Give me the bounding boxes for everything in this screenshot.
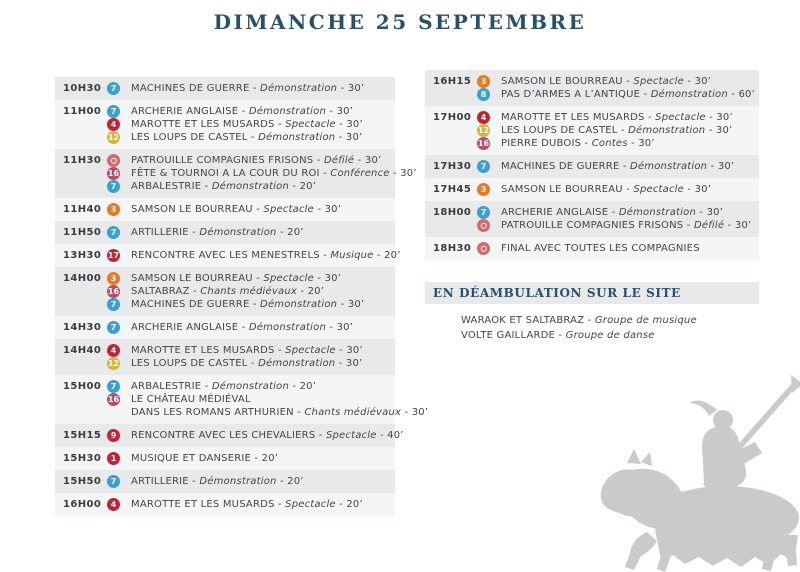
event-row <box>107 357 389 370</box>
event-line: MACHINES DE GUERRE - Démonstration - 30’ <box>131 299 365 310</box>
event-list <box>107 498 389 511</box>
time-label: 14H00 <box>63 273 102 284</box>
event-duration: 30’ <box>347 299 365 310</box>
event-list <box>107 82 389 95</box>
event-name: MAROTTE ET LES MUSARDS <box>501 112 645 123</box>
time-label: 11H30 <box>63 155 102 166</box>
event-detail: Spectacle <box>285 499 336 510</box>
event-text <box>131 118 363 131</box>
event-list <box>107 105 389 144</box>
event-text <box>131 180 316 193</box>
event-duration: 30’ <box>336 322 354 333</box>
event-text <box>501 137 655 150</box>
event-detail: Spectacle <box>655 112 706 123</box>
event-text <box>131 285 324 298</box>
time-block-14h30 <box>55 316 395 339</box>
event-row <box>107 249 401 262</box>
location-badge: 7 <box>477 160 490 173</box>
event-duration: 30’ <box>346 119 363 130</box>
event-duration: 30’ <box>336 106 354 117</box>
event-text <box>131 154 381 167</box>
event-name: PAS D’ARMES A L’ANTIQUE <box>501 89 641 100</box>
event-text <box>501 219 751 232</box>
event-line: DANS LES ROMANS ARTHURIEN - Chants médiévaux - 30’ <box>131 407 429 418</box>
time-block-11h00 <box>55 100 395 149</box>
event-name: PATROUILLE COMPAGNIES FRISONS <box>501 220 684 231</box>
event-name: MACHINES DE GUERRE <box>131 299 250 310</box>
event-name: SAMSON LE BOURREAU <box>501 184 623 195</box>
event-name: MUSIQUE ET DANSERIE <box>131 453 252 464</box>
event-duration: 30’ <box>734 220 752 231</box>
time-label: 16H00 <box>63 499 102 510</box>
event-line: LES LOUPS DE CASTEL - Démonstration - 30’ <box>131 358 363 369</box>
event-line: FÊTE & TOURNOI A LA COUR DU ROI - Conférence - 30’ <box>131 168 417 179</box>
event-duration: 30’ <box>411 407 429 418</box>
event-line: PAS D’ARMES A L’ANTIQUE - Démonstration - 60’ <box>501 89 756 100</box>
event-line: SALTABRAZ - Chants médiévaux - 20’ <box>131 286 325 297</box>
time-block-15h15 <box>55 424 404 447</box>
event-line: LES LOUPS DE CASTEL - Démonstration - 30’ <box>131 132 363 143</box>
event-duration: 30’ <box>694 184 712 195</box>
parade-marker-icon <box>477 242 490 255</box>
location-badge: 7 <box>107 380 120 393</box>
time-block-16h00 <box>55 493 395 516</box>
event-name: LES LOUPS DE CASTEL <box>131 358 248 369</box>
parade-marker-icon <box>107 154 120 167</box>
location-badge: 4 <box>107 344 120 357</box>
event-list <box>477 183 753 196</box>
event-row <box>477 88 755 101</box>
time-block-10h30 <box>55 77 395 100</box>
event-line: ARCHERIE ANGLAISE - Démonstration - 30’ <box>131 106 354 117</box>
schedule-right-side <box>425 70 759 343</box>
event-name: PATROUILLE COMPAGNIES FRISONS <box>131 155 314 166</box>
time-block-18h00 <box>425 201 759 237</box>
time-label: 16H15 <box>433 76 472 87</box>
page-title: DIMANCHE 25 SEPTEMBRE <box>213 10 587 34</box>
event-detail: Musique <box>330 250 374 261</box>
event-duration: 30’ <box>324 204 342 215</box>
event-text <box>131 475 304 488</box>
event-detail: Démonstration <box>211 181 290 192</box>
event-line: LES LOUPS DE CASTEL - Démonstration - 30’ <box>501 125 733 136</box>
event-detail: Démonstration <box>628 125 706 136</box>
event-text <box>131 393 428 419</box>
time-label: 11H00 <box>63 106 102 117</box>
event-list <box>107 154 417 193</box>
event-row <box>107 154 417 167</box>
time-block-17h30 <box>425 155 759 178</box>
location-badge: 1 <box>107 452 120 465</box>
event-list <box>107 380 428 419</box>
event-name: ARCHERIE ANGLAISE <box>501 207 609 218</box>
location-badge: 3 <box>107 272 120 285</box>
event-line: ARBALESTRIE - Démonstration - 20’ <box>131 381 317 392</box>
event-line: SAMSON LE BOURREAU - Spectacle - 30’ <box>501 184 712 195</box>
event-name: MAROTTE ET LES MUSARDS <box>131 119 275 130</box>
event-row <box>477 219 753 232</box>
event-detail: Démonstration <box>248 106 326 117</box>
event-row <box>107 82 389 95</box>
event-row <box>107 452 389 465</box>
time-label: 10H30 <box>63 83 102 94</box>
event-duration: 30’ <box>706 207 724 218</box>
event-line: SAMSON LE BOURREAU - Spectacle - 30’ <box>501 76 712 87</box>
event-name: ARCHERIE ANGLAISE <box>131 106 239 117</box>
group-type: Groupe de musique <box>594 315 697 326</box>
event-row <box>107 285 389 298</box>
event-row <box>477 160 753 173</box>
event-row <box>107 393 428 419</box>
ambulation-list <box>425 304 759 343</box>
event-duration: 20’ <box>299 181 317 192</box>
event-duration: 20’ <box>287 476 304 487</box>
event-duration: 30’ <box>400 168 417 179</box>
event-line: ARTILLERIE - Démonstration - 20’ <box>131 476 304 487</box>
event-list <box>477 160 753 173</box>
time-label: 15H50 <box>63 476 102 487</box>
event-detail: Spectacle <box>263 204 315 215</box>
event-name: SAMSON LE BOURREAU <box>501 76 623 87</box>
event-detail: Spectacle <box>633 184 685 195</box>
time-block-14h40 <box>55 339 395 375</box>
parade-marker-icon <box>477 219 490 232</box>
time-label: 17H00 <box>433 112 472 123</box>
event-duration: 30’ <box>347 83 365 94</box>
event-text <box>501 242 700 255</box>
event-text <box>131 380 316 393</box>
event-line: ARTILLERIE - Démonstration - 20’ <box>131 227 304 238</box>
time-block-16h15 <box>425 70 759 106</box>
event-text <box>131 249 401 262</box>
event-text <box>131 203 341 216</box>
event-detail: Spectacle <box>285 119 336 130</box>
time-label: 11H50 <box>63 227 102 238</box>
event-name: FÊTE & TOURNOI A LA COUR DU ROI <box>131 168 320 179</box>
location-badge: 3 <box>477 183 490 196</box>
event-name: FINAL AVEC TOUTES LES COMPAGNIES <box>501 243 700 254</box>
event-detail: Spectacle <box>263 273 315 284</box>
event-line: MAROTTE ET LES MUSARDS - Spectacle - 20’ <box>131 499 363 510</box>
location-badge: 16 <box>477 139 490 148</box>
event-name: ARCHERIE ANGLAISE <box>131 322 239 333</box>
event-row <box>107 429 404 442</box>
event-name: DANS LES ROMANS ARTHURIEN <box>131 407 294 418</box>
event-line: MACHINES DE GUERRE - Démonstration - 30’ <box>131 83 365 94</box>
event-list <box>107 321 389 334</box>
event-row <box>477 111 753 124</box>
event-name: LES LOUPS DE CASTEL <box>131 132 248 143</box>
event-text <box>501 183 711 196</box>
knight-on-horse-icon <box>585 362 800 572</box>
ambulation-title: EN DÉAMBULATION SUR LE SITE <box>425 282 759 304</box>
location-badge: 4 <box>107 498 120 511</box>
event-text <box>131 298 364 311</box>
event-duration: 30’ <box>717 161 735 172</box>
event-name: ARTILLERIE <box>131 476 189 487</box>
group-type: Groupe de danse <box>565 330 655 341</box>
event-line: MAROTTE ET LES MUSARDS - Spectacle - 30’ <box>501 112 733 123</box>
event-line: RENCONTRE AVEC LES CHEVALIERS - Spectacle - 40’ <box>131 430 404 441</box>
time-block-15h30 <box>55 447 395 470</box>
event-line: MUSIQUE ET DANSERIE - 20’ <box>131 453 279 464</box>
event-list <box>107 203 389 216</box>
event-name: PIERRE DUBOIS <box>501 138 582 149</box>
event-row <box>107 272 389 285</box>
event-list <box>107 429 404 442</box>
event-name: LES LOUPS DE CASTEL <box>501 125 618 136</box>
time-label: 11H40 <box>63 204 102 215</box>
event-list <box>477 242 753 255</box>
event-row <box>107 167 417 180</box>
location-badge: 4 <box>107 118 120 131</box>
event-line <box>501 242 700 255</box>
location-badge: 7 <box>107 226 120 239</box>
event-detail: Démonstration <box>199 476 277 487</box>
event-row <box>107 344 389 357</box>
location-badge: 17 <box>107 251 120 260</box>
event-duration: 20’ <box>287 227 304 238</box>
time-label: 14H40 <box>63 345 102 356</box>
location-badge: 7 <box>107 105 120 118</box>
event-detail: Défilé <box>693 220 725 231</box>
event-line: PATROUILLE COMPAGNIES FRISONS - Défilé - 30’ <box>131 155 382 166</box>
event-row <box>477 124 753 137</box>
event-line: MACHINES DE GUERRE - Démonstration - 30’ <box>501 161 735 172</box>
event-duration: 30’ <box>345 358 363 369</box>
location-badge: 7 <box>107 180 120 193</box>
event-name: ARBALESTRIE <box>131 381 202 392</box>
event-text <box>131 131 362 144</box>
event-line: PIERRE DUBOIS - Contes - 30’ <box>501 138 655 149</box>
event-name: ARBALESTRIE <box>131 181 202 192</box>
event-row <box>477 75 755 88</box>
event-list <box>107 452 389 465</box>
event-row <box>477 183 753 196</box>
event-text <box>131 452 278 465</box>
event-list <box>477 111 753 150</box>
time-label: 17H45 <box>433 184 472 195</box>
event-row <box>107 498 389 511</box>
event-detail: Chants médiévaux <box>304 407 402 418</box>
event-detail: Démonstration <box>258 132 336 143</box>
location-badge: 3 <box>477 75 490 88</box>
time-block-14h00 <box>55 267 395 316</box>
event-line: ARCHERIE ANGLAISE - Démonstration - 30’ <box>131 322 354 333</box>
event-text <box>501 75 711 88</box>
event-row <box>107 203 389 216</box>
event-detail: Défilé <box>323 155 355 166</box>
event-duration: 30’ <box>715 125 733 136</box>
location-badge: 8 <box>477 88 490 101</box>
event-duration: 30’ <box>346 345 363 356</box>
location-badge: 7 <box>107 475 120 488</box>
time-label: 14H30 <box>63 322 102 333</box>
ambulation-item: WARAOK ET SALTABRAZ - Groupe de musique <box>461 315 697 326</box>
event-row <box>107 298 389 311</box>
event-name: LE CHÂTEAU MÉDIÉVAL <box>131 394 251 405</box>
event-text <box>501 88 755 101</box>
event-name: MAROTTE ET LES MUSARDS <box>131 499 275 510</box>
event-duration: 30’ <box>364 155 382 166</box>
ambulation-section <box>425 282 759 343</box>
ambulation-item: VOLTE GAILLARDE - Groupe de danse <box>461 330 655 341</box>
location-badge: 7 <box>477 206 490 219</box>
time-block-15h00 <box>55 375 429 424</box>
location-badge: 9 <box>107 429 120 442</box>
event-line: ARCHERIE ANGLAISE - Démonstration - 30’ <box>501 207 724 218</box>
event-text <box>501 160 734 173</box>
event-duration: 40’ <box>387 430 404 441</box>
event-row <box>107 180 417 193</box>
time-block-18h30 <box>425 237 759 260</box>
event-row <box>107 131 389 144</box>
event-text <box>131 321 353 334</box>
event-detail: Démonstration <box>630 161 708 172</box>
event-row <box>477 137 753 150</box>
location-badge: 3 <box>107 203 120 216</box>
event-text <box>131 82 364 95</box>
event-row <box>107 105 389 118</box>
time-label: 15H30 <box>63 453 102 464</box>
event-detail: Démonstration <box>618 207 696 218</box>
time-block-17h45 <box>425 178 759 201</box>
event-detail: Contes <box>591 138 628 149</box>
event-duration: 20’ <box>261 453 279 464</box>
event-duration: 30’ <box>716 112 733 123</box>
event-duration: 20’ <box>384 250 401 261</box>
location-badge: 12 <box>107 133 120 142</box>
time-label: 18H00 <box>433 207 472 218</box>
event-text <box>131 498 363 511</box>
time-label: 17H30 <box>433 161 472 172</box>
event-list <box>107 272 389 311</box>
event-list <box>107 226 389 239</box>
event-detail: Conférence <box>330 168 390 179</box>
time-block-13h30 <box>55 244 401 267</box>
event-list <box>477 206 753 232</box>
event-text <box>131 272 341 285</box>
event-list <box>107 249 401 262</box>
event-detail: Démonstration <box>211 381 290 392</box>
event-duration: 60’ <box>738 89 756 100</box>
time-label: 13H30 <box>63 250 102 261</box>
event-detail: Démonstration <box>248 322 326 333</box>
event-detail: Démonstration <box>258 358 336 369</box>
event-text <box>131 357 362 370</box>
time-block-11h40 <box>55 198 395 221</box>
event-list <box>107 344 389 370</box>
event-row <box>107 226 389 239</box>
event-duration: 30’ <box>345 132 363 143</box>
event-text <box>501 124 732 137</box>
event-detail: Démonstration <box>650 89 728 100</box>
event-list <box>477 75 755 101</box>
event-row <box>107 321 389 334</box>
event-text <box>501 206 723 219</box>
event-duration: 20’ <box>346 499 363 510</box>
event-detail: Chants médiévaux <box>200 286 297 297</box>
time-block-11h30 <box>55 149 417 198</box>
time-block-17h00 <box>425 106 759 155</box>
knight-silhouette-image <box>585 362 800 572</box>
event-detail: Spectacle <box>285 345 336 356</box>
event-text <box>131 226 304 239</box>
event-line: PATROUILLE COMPAGNIES FRISONS - Défilé - 30’ <box>501 220 752 231</box>
event-name: SALTABRAZ <box>131 286 190 297</box>
event-name: SAMSON LE BOURREAU <box>131 204 253 215</box>
event-name: MACHINES DE GUERRE <box>131 83 250 94</box>
event-duration: 20’ <box>299 381 317 392</box>
event-row <box>107 380 428 393</box>
event-row <box>477 206 753 219</box>
event-text <box>131 105 353 118</box>
event-duration: 30’ <box>324 273 342 284</box>
event-list <box>107 475 389 488</box>
schedule-right-column <box>425 70 759 260</box>
time-label: 18H30 <box>433 243 472 254</box>
event-line: SAMSON LE BOURREAU - Spectacle - 30’ <box>131 273 342 284</box>
event-line: MAROTTE ET LES MUSARDS - Spectacle - 30’ <box>131 119 363 130</box>
event-name: ARTILLERIE <box>131 227 189 238</box>
time-label: 15H15 <box>63 430 102 441</box>
group-name: WARAOK ET SALTABRAZ <box>461 315 585 326</box>
event-line: MAROTTE ET LES MUSARDS - Spectacle - 30’ <box>131 345 363 356</box>
event-text <box>131 429 404 442</box>
event-row <box>107 118 389 131</box>
event-line: RENCONTRE AVEC LES MENESTRELS - Musique - 20’ <box>131 250 401 261</box>
location-badge: 16 <box>107 287 120 296</box>
group-name: VOLTE GAILLARDE <box>461 330 556 341</box>
event-detail: Démonstration <box>199 227 277 238</box>
event-name: RENCONTRE AVEC LES MENESTRELS <box>131 250 320 261</box>
location-badge: 7 <box>107 82 120 95</box>
event-line <box>131 393 428 406</box>
event-text <box>131 167 417 180</box>
event-detail: Démonstration <box>260 83 338 94</box>
time-label: 15H00 <box>63 381 102 392</box>
event-duration: 30’ <box>638 138 655 149</box>
time-block-11h50 <box>55 221 395 244</box>
location-badge: 7 <box>107 321 120 334</box>
location-badge: 12 <box>477 126 490 135</box>
event-name: SAMSON LE BOURREAU <box>131 273 253 284</box>
schedule-left-column <box>55 77 429 516</box>
event-name: RENCONTRE AVEC LES CHEVALIERS <box>131 430 316 441</box>
event-name: MACHINES DE GUERRE <box>501 161 620 172</box>
event-text <box>131 344 363 357</box>
location-badge: 12 <box>107 359 120 368</box>
event-text <box>501 111 733 124</box>
time-block-15h50 <box>55 470 395 493</box>
event-line: SAMSON LE BOURREAU - Spectacle - 30’ <box>131 204 342 215</box>
location-badge: 16 <box>107 395 120 404</box>
event-detail: Spectacle <box>633 76 685 87</box>
event-detail: Spectacle <box>325 430 377 441</box>
event-row <box>107 475 389 488</box>
event-duration: 20’ <box>307 286 325 297</box>
event-detail: Démonstration <box>260 299 338 310</box>
event-line: ARBALESTRIE - Démonstration - 20’ <box>131 181 317 192</box>
location-badge: 7 <box>107 298 120 311</box>
event-row <box>477 242 753 255</box>
location-badge: 16 <box>107 169 120 178</box>
location-badge: 4 <box>477 111 490 124</box>
event-name: MAROTTE ET LES MUSARDS <box>131 345 275 356</box>
event-duration: 30’ <box>694 76 712 87</box>
